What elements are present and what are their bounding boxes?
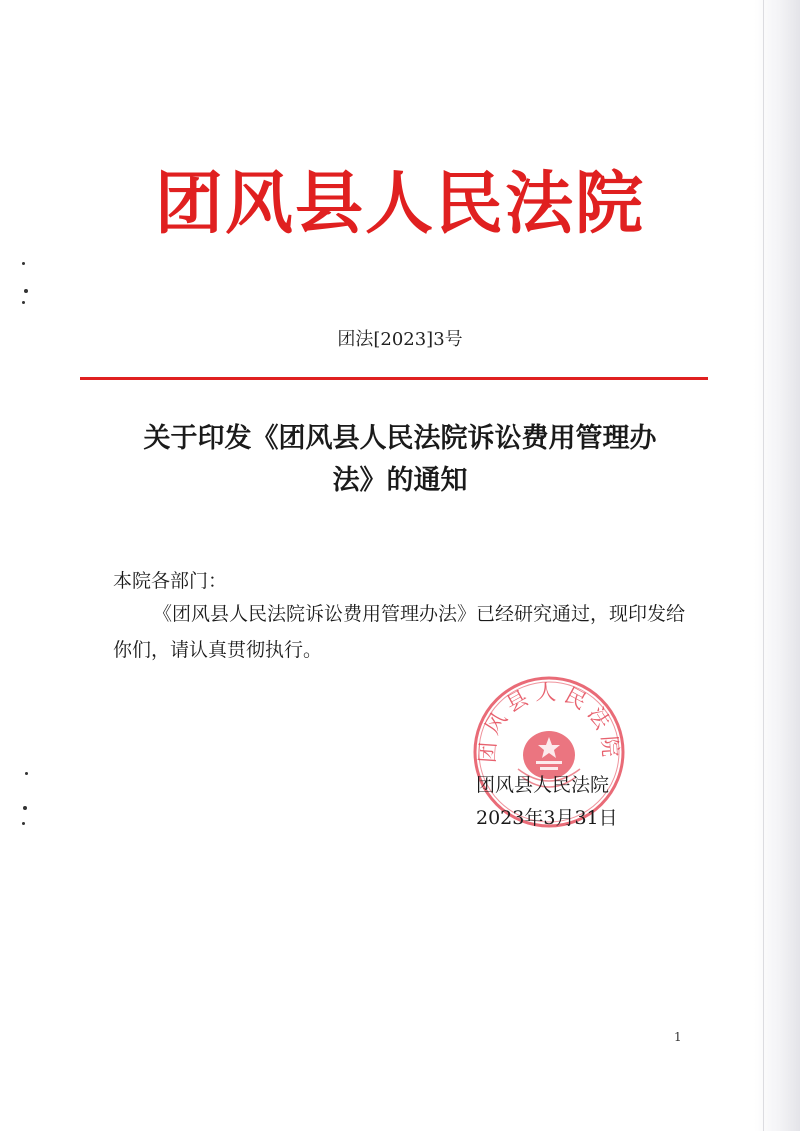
scan-speck — [22, 822, 25, 825]
notice-title — [105, 418, 695, 502]
scan-speck — [22, 262, 25, 265]
scan-speck — [23, 806, 27, 810]
signature-organization: 团风县人民法院 — [476, 774, 610, 796]
signature-date: 2023年3月31日 — [476, 807, 618, 829]
notice-title-line-2: 法》的通知 — [332, 465, 468, 496]
body-paragraph: 《团风县人民法院诉讼费用管理办法》已经研究通过，现印发给你们，请认真贯彻执行。 — [113, 603, 686, 661]
seal-text: 团风县人民法院 — [475, 680, 623, 764]
salutation: 本院各部门： — [113, 570, 228, 592]
red-header-rule — [80, 377, 708, 380]
notice-title-line-1: 关于印发《团风县人民法院诉讼费用管理办 — [143, 423, 657, 454]
scan-speck — [22, 301, 25, 304]
court-header-title: 团风县人民法院 — [154, 164, 645, 244]
document-number: 团法[2023]3号 — [337, 329, 463, 350]
scan-speck — [24, 289, 28, 293]
scan-speck — [25, 772, 28, 775]
page-number: 1 — [674, 1030, 682, 1044]
